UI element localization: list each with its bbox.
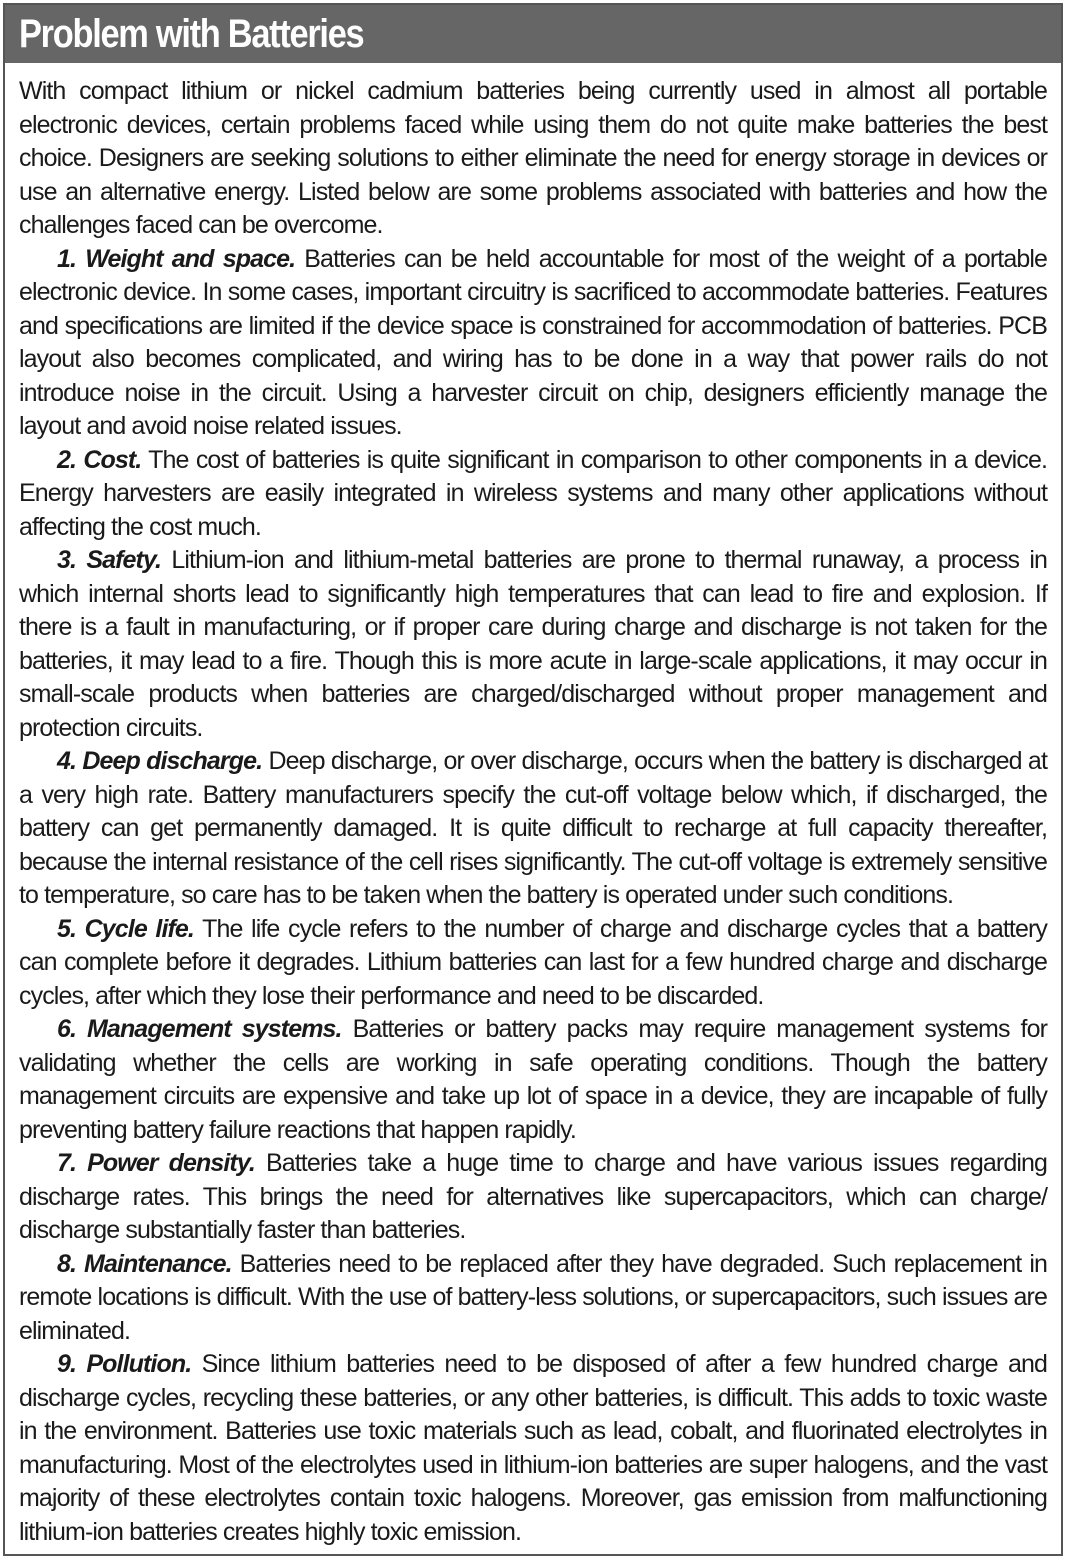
intro-paragraph: With compact lithium or nickel cadmium batteries being currently used in almost all portable electronic devices, certain problems faced while using them do not quite make batteries the best choice. Designers are seeking solutions to either eliminate the need for energy storage in devices or use an alternative energy. Listed below are some problems associated with batteries and how the challenges faced can be overcome. [19,77,1047,239]
item-power-density [19,1147,1047,1248]
item-title: 3. Safety. [57,546,162,574]
item-title: 2. Cost. [57,445,142,474]
box-title-bar [5,5,1061,63]
item-cost [19,444,1047,545]
item-text: The life cycle refers to the number of charge and discharge cycles that a battery can complete before it degrades. Lithium batteries can last for a few hundred charge and discharge cycles, after which they lose their performance and need to be discarded. [19,914,1048,1010]
item-text: Lithium-ion and lithium-metal batteries are prone to thermal runaway, a process in which internal shorts lead to significantly high temperatures that can lead to fire and explosion. If there is a fault in manufacturing, or if proper care during charge and discharge is not taken for the batteries, it may lead to a fire. Though this is more acute in large-scale applications, it may occur in small-scale products when batteries are charged/discharged without proper management and protection circuits. [19,546,1047,742]
item-title: 8. Maintenance. [57,1249,232,1278]
item-title: 9. Pollution. [57,1350,192,1378]
item-text: Deep discharge, or over discharge, occurs when the battery is discharged at a very high rate. Battery manufacturers specify the cut-off voltage below which, if discharged, the battery can get permanently damaged. It is quite difficult to recharge at full capacity thereafter, because the internal resistance of the cell rises significantly. The cut-off voltage is extremely sensitive to temperature, so care has to be taken when the battery is operated under such conditions. [19,747,1047,909]
item-management-systems [19,1013,1047,1147]
sidebar-box [3,3,1063,1556]
item-text: Batteries need to be replaced after they have degraded. Such replacement in remote locations is difficult. With the use of battery-less solutions, or supercapacitors, such issues are eliminated. [19,1249,1048,1345]
item-safety [19,544,1047,745]
box-title: Problem with Batteries [19,12,364,56]
item-text: The cost of batteries is quite significant in comparison to other components in a device. Energy harvesters are easily integrated in wireless systems and many other applications without affecting the cost much. [19,445,1047,541]
item-deep-discharge [19,745,1047,913]
item-text: Batteries or battery packs may require management systems for validating whether the cells are working in safe operating conditions. Though the battery management circuits are expensive and take up lot of space in a device, they are incapable of fully preventing battery failure reactions that happen rapidly. [19,1015,1047,1144]
item-title: 4. Deep discharge. [57,747,263,775]
item-weight-and-space [19,243,1047,444]
item-maintenance [19,1248,1047,1349]
box-content [5,63,1061,1549]
item-text: Since lithium batteries need to be disposed of after a few hundred charge and discharge cycles, recycling these batteries, or any other batteries, is difficult. This adds to toxic waste in the environment. Batteries use toxic materials such as lead, cobalt, and fluorinated electrolytes in manufacturing. Most of the electrolytes used in lithium-ion batteries are super halogens, and the vast majority of these electrolytes contain toxic halogens. Moreover, gas emission from malfunctioning lithium-ion batteries creates highly toxic emission. [19,1350,1047,1546]
item-pollution [19,1348,1047,1549]
item-cycle-life [19,913,1047,1014]
item-text: Batteries take a huge time to charge and have various issues regarding discharge rates. This brings the need for alternatives like supercapacitors, which can charge/ discharge substantially faster than batteries. [19,1149,1047,1244]
item-title: 6. Management systems. [57,1015,342,1043]
item-title: 5. Cycle life. [57,914,194,943]
item-text: Batteries can be held accountable for most of the weight of a portable electronic device. In some cases, important circuitry is sacrificed to accommodate batteries. Features and specifications are limited if the device space is constrained for accommodation of batteries. PCB layout also becomes complicated, and wiring has to be done in a way that power rails do not introduce noise in the circuit. Using a harvester circuit on chip, designers efficiently manage the layout and avoid noise related issues. [19,244,1048,440]
item-title: 1. Weight and space. [57,244,296,273]
item-title: 7. Power density. [57,1149,255,1177]
